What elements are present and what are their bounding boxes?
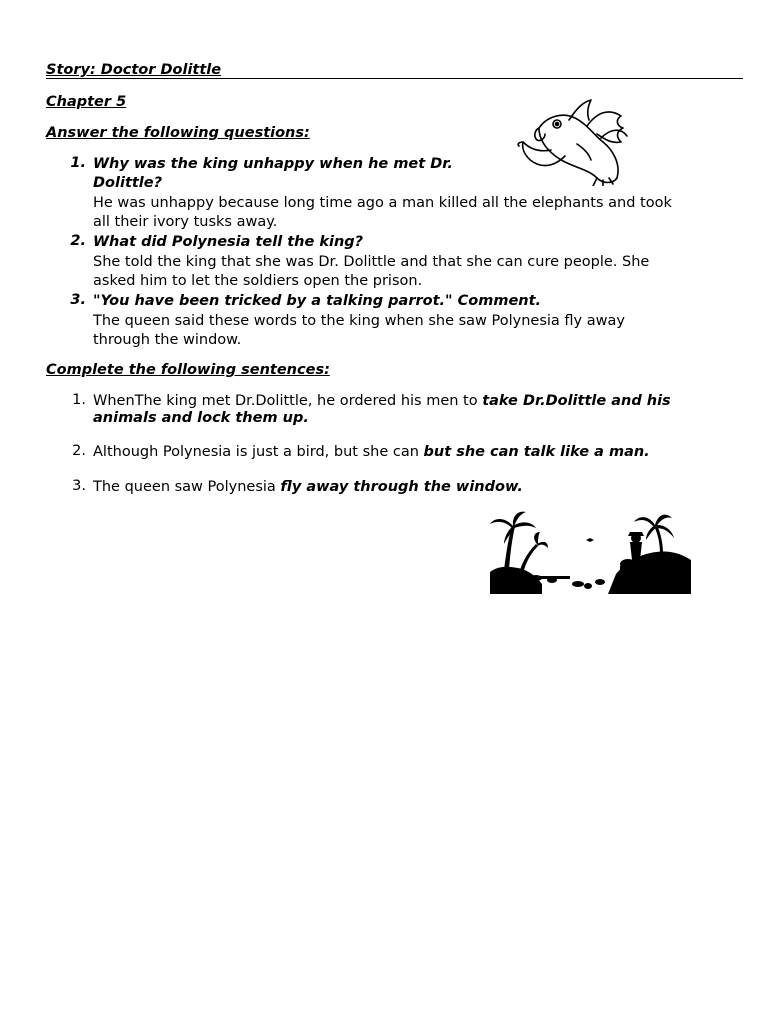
sentence-answer: but she can talk like a man. bbox=[423, 444, 650, 460]
answer-text-cont: asked him to let the soldiers open the prison. bbox=[93, 273, 423, 289]
island-silhouette-illustration bbox=[490, 510, 691, 594]
sentence-text: WhenThe king met Dr.Dolittle, he ordered his men to bbox=[93, 393, 483, 409]
title-underline bbox=[46, 62, 743, 79]
sentence-line bbox=[93, 443, 650, 463]
question-text: "You have been tricked by a talking parrot." Comment. bbox=[93, 293, 542, 309]
question-number: 2. bbox=[70, 233, 86, 249]
question-text-cont: Dolittle? bbox=[93, 175, 163, 191]
question-text: Why was the king unhappy when he met Dr. bbox=[93, 156, 453, 172]
answer-text-cont: through the window. bbox=[93, 332, 242, 348]
story-title: Story: Doctor Dolittle bbox=[46, 62, 222, 78]
question-number: 3. bbox=[70, 292, 86, 308]
answer-text: He was unhappy because long time ago a man killed all the elephants and took bbox=[93, 195, 672, 211]
sentence-text: Although Polynesia is just a bird, but she can bbox=[93, 444, 424, 460]
question-number: 1. bbox=[70, 155, 86, 171]
answer-text: She told the king that she was Dr. Dolittle and that she can cure people. She bbox=[93, 254, 650, 270]
sentence-number: 2. bbox=[72, 443, 86, 459]
sentence-answer-cont: animals and lock them up. bbox=[93, 410, 309, 426]
sentence-number: 3. bbox=[72, 478, 86, 494]
sentence-answer: fly away through the window. bbox=[280, 479, 523, 495]
sentence-number: 1. bbox=[72, 392, 86, 408]
sentence-text: The queen saw Polynesia bbox=[93, 479, 281, 495]
question-text: What did Polynesia tell the king? bbox=[93, 234, 364, 250]
sentences-heading: Complete the following sentences: bbox=[46, 362, 330, 378]
chapter-heading: Chapter 5 bbox=[46, 94, 127, 110]
sentence-line bbox=[93, 478, 523, 498]
answer-text: The queen said these words to the king when she saw Polynesia fly away bbox=[93, 313, 625, 329]
sentence-answer: take Dr.Dolittle and his bbox=[482, 393, 671, 409]
parrot-illustration bbox=[517, 98, 639, 186]
answer-text-cont: all their ivory tusks away. bbox=[93, 214, 278, 230]
questions-heading: Answer the following questions: bbox=[46, 125, 310, 141]
